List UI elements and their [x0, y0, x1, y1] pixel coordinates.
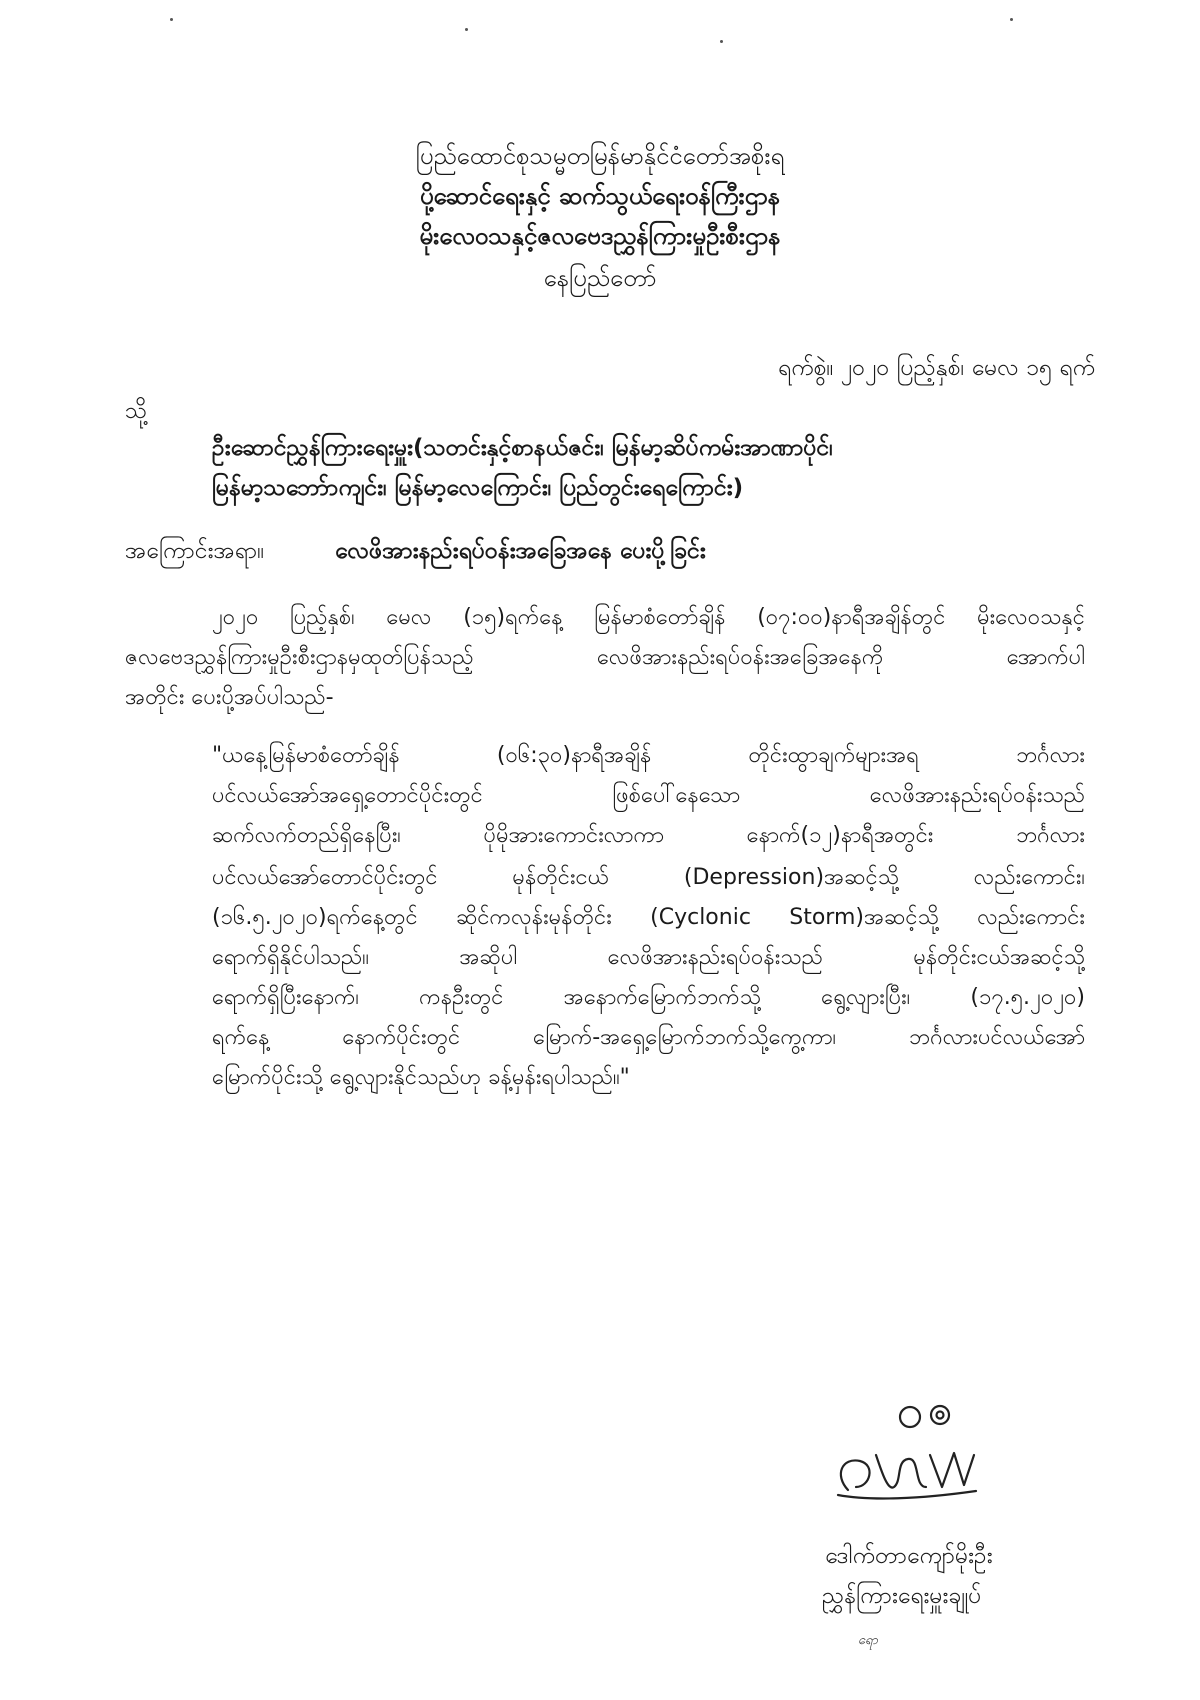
quote-line: မြောက်ပိုင်းသို့ ရွေ့လျားနိုင်သည်ဟု ခန့်မှန်းရပါသည်။" — [212, 1065, 630, 1090]
document-date: ရက်စွဲ။ ၂၀၂၀ ပြည့်နှစ်၊ မေလ ၁၅ ရက် — [777, 355, 1095, 381]
body-line: အတိုင်း ပေးပို့အပ်ပါသည်- — [125, 685, 334, 710]
subject-label: အကြောင်းအရာ။ — [125, 538, 265, 564]
clerk-initial: ရော — [858, 1633, 878, 1648]
scan-speck — [465, 28, 468, 31]
quote-line: (၁၆.၅.၂၀၂၀)ရက်နေ့တွင် ဆိုင်ကလုန်းမုန်တိုင်း (Cyclonic Storm)အဆင့်သို့ လည်းကောင်း — [212, 905, 1085, 930]
signatory-name: ဒေါက်တာကျော်မိုးဦး — [825, 1543, 993, 1569]
body-line: ဇလဗေဒညွှန်ကြားမှုဦးစီးဌာနမှထုတ်ပြန်သည့် လေဖိအားနည်းရပ်ဝန်းအခြေအနေကို အောက်ပါ — [125, 645, 1085, 670]
quote-line: "ယနေ့မြန်မာစံတော်ချိန် (၀၆:၃၀)နာရီအချိန် တိုင်းထွာချက်များအရ ဘင်္ဂလား — [212, 743, 1085, 768]
quote-line: ပင်လယ်အော်အရှေ့တောင်ပိုင်းတွင် ဖြစ်ပေါ်နေသော လေဖိအားနည်းရပ်ဝန်းသည် — [212, 783, 1085, 808]
subject — [125, 535, 706, 567]
subject-value: လေဖိအားနည်းရပ်ဝန်းအခြေအနေ ပေးပို့ခြင်း — [335, 538, 706, 564]
recipient-line-1: ဦးဆောင်ညွှန်ကြားရေးမှူး(သတင်းနှင့်စာနယ်ဇင်း၊ မြန်မာ့ဆိပ်ကမ်းအာဏာပိုင်၊ — [212, 435, 833, 461]
to-label: သို့ — [125, 398, 148, 424]
header-government: ပြည်ထောင်စုသမ္မတမြန်မာနိုင်ငံတော်အစိုးရ — [415, 142, 785, 170]
scan-speck — [1010, 18, 1013, 21]
header-department: မိုးလေဝသနှင့်ဇလဗေဒညွှန်ကြားမှုဦးစီးဌာန — [419, 222, 781, 250]
quote-line: ဆက်လက်တည်ရှိနေပြီး၊ ပိုမိုအားကောင်းလာကာ နောက်(၁၂)နာရီအတွင်း ဘင်္ဂလား — [212, 823, 1085, 848]
header-city: နေပြည်တော် — [543, 264, 657, 292]
header-ministry: ပို့ဆောင်ရေးနှင့် ဆက်သွယ်ရေးဝန်ကြီးဌာန — [419, 182, 781, 210]
quote-line: ရောက်ရှိပြီးနောက်၊ ကနဦးတွင် အနောက်မြောက်ဘက်သို့ ရွေ့လျားပြီး၊ (၁၇.၅.၂၀၂၀) — [212, 985, 1085, 1010]
scan-speck — [170, 18, 173, 21]
handwritten-signature — [830, 1395, 980, 1525]
scan-speck — [720, 40, 723, 43]
quote-line: ပင်လယ်အော်တောင်ပိုင်းတွင် မုန်တိုင်းငယ် (Depression)အဆင့်သို့ လည်းကောင်း၊ — [212, 865, 1085, 890]
recipient-line-2: မြန်မာ့သဘော်ာကျင်း၊ မြန်မာ့လေကြောင်း၊ ပြည်တွင်းရေကြောင်း) — [212, 475, 744, 501]
quote-line: ရက်နေ့ နောက်ပိုင်းတွင် မြောက်-အရှေ့မြောက်ဘက်သို့ကွေ့ကာ၊ ဘင်္ဂလားပင်လယ်အော် — [212, 1025, 1085, 1050]
signatory-title: ညွှန်ကြားရေးမှူးချုပ် — [822, 1583, 982, 1609]
body-line: ၂၀၂၀ ပြည့်နှစ်၊ မေလ (၁၅)ရက်နေ့ မြန်မာစံတော်ချိန် (၀၇:၀၀)နာရီအချိန်တွင် မိုးလေဝသနှင့် — [212, 605, 1085, 630]
quote-line: ရောက်ရှိနိုင်ပါသည်။ အဆိုပါ လေဖိအားနည်းရပ်ဝန်းသည် မုန်တိုင်းငယ်အဆင့်သို့ — [212, 945, 1085, 970]
